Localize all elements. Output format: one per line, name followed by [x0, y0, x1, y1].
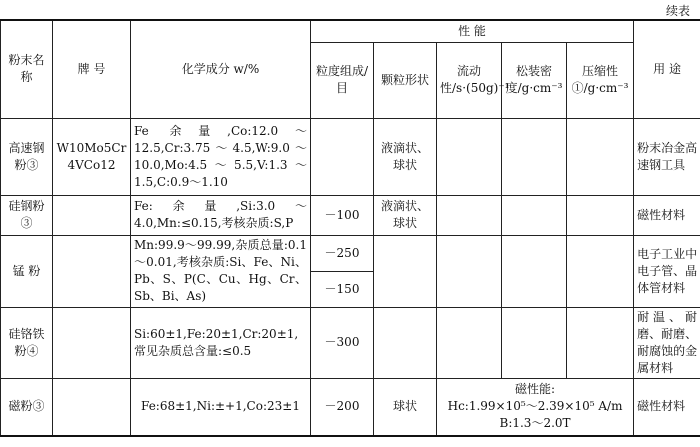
header-particle-shape: 颗粒形状 [374, 42, 437, 118]
particle-size: －300 [311, 307, 374, 378]
particle-shape [374, 235, 437, 307]
compressibility [567, 195, 634, 235]
header-composition: 化学成分 w/% [131, 20, 311, 118]
particle-size: －250 [311, 235, 374, 271]
powder-use: 磁性材料 [634, 378, 700, 436]
header-powder-name: 粉末名称 [1, 20, 53, 118]
powder-grade: W10Mo5Cr4VCo12 [53, 118, 131, 195]
particle-shape [374, 307, 437, 378]
powder-name: 硅铬铁粉④ [1, 307, 53, 378]
header-flowability: 流动性/s·(50g)⁻¹ [437, 42, 502, 118]
continued-label: 续表 [665, 4, 690, 18]
powder-use: 电子工业中电子管、晶体管材料 [634, 235, 700, 307]
apparent-density [502, 195, 567, 235]
apparent-density [502, 118, 567, 195]
table-row [1, 378, 700, 436]
header-row-1 [1, 20, 700, 42]
powder-name: 硅钢粉③ [1, 195, 53, 235]
powder-composition: Fe:余量,Si:3.0～4.0,Mn:≤0.15,考核杂质:S,P [131, 195, 311, 235]
header-compressibility: 压缩性①/g·cm⁻³ [567, 42, 634, 118]
header-properties: 性 能 [311, 20, 634, 42]
particle-size: －150 [311, 271, 374, 307]
powder-grade [53, 235, 131, 307]
powder-composition: Mn:99.9～99.99,杂质总量:0.1～0.01,考核杂质:Si、Fe、Ni、Pb、S、P(C、Cu、Hg、Cr、Sb、Bi、As) [131, 235, 311, 307]
magnetic-induction: B:1.3～2.0T [499, 416, 571, 431]
flowability [437, 307, 502, 378]
table-row [1, 118, 700, 195]
powder-grade [53, 307, 131, 378]
particle-shape: 球状 [374, 378, 437, 436]
flowability [437, 118, 502, 195]
particle-size [311, 118, 374, 195]
table-row [1, 307, 700, 378]
powder-grade [53, 378, 131, 436]
powder-properties-table [0, 19, 700, 437]
compressibility [567, 118, 634, 195]
table-row [1, 235, 700, 271]
particle-size: －100 [311, 195, 374, 235]
flowability [437, 235, 502, 307]
powder-name: 磁粉③ [1, 378, 53, 436]
flowability [437, 195, 502, 235]
powder-composition: Fe:68±1,Ni:±+1,Co:23±1 [131, 378, 311, 436]
particle-shape: 液滴状、球状 [374, 195, 437, 235]
compressibility [567, 235, 634, 307]
powder-use: 粉末冶金高速钢工具 [634, 118, 700, 195]
powder-composition: Si:60±1,Fe:20±1,Cr:20±1,常见杂质总含量:≤0.5 [131, 307, 311, 378]
powder-use: 耐温、耐磨、耐磨、耐腐蚀的金属材料 [634, 307, 700, 378]
header-apparent-density: 松装密度/g·cm⁻³ [502, 42, 567, 118]
powder-use: 磁性材料 [634, 195, 700, 235]
powder-composition: Fe 余量,Co:12.0～12.5,Cr:3.75～4.5,W:9.0～10.0,Mo:4.5～5.5,V:1.3～1.5,C:0.9～1.10 [131, 118, 311, 195]
compressibility [567, 307, 634, 378]
magnetic-coercivity: Hc:1.99×10⁵～2.39×10⁵ A/m [447, 399, 623, 414]
table-row [1, 195, 700, 235]
header-use: 用 途 [634, 20, 700, 118]
particle-shape: 液滴状、球状 [374, 118, 437, 195]
apparent-density [502, 307, 567, 378]
magnetic-properties [437, 378, 634, 436]
apparent-density [502, 235, 567, 307]
magnetic-title: 磁性能: [515, 382, 556, 397]
header-grade: 牌 号 [53, 20, 131, 118]
header-particle-size: 粒度组成/目 [311, 42, 374, 118]
powder-name: 高速钢粉③ [1, 118, 53, 195]
particle-size: －200 [311, 378, 374, 436]
powder-grade [53, 195, 131, 235]
powder-name: 锰 粉 [1, 235, 53, 307]
